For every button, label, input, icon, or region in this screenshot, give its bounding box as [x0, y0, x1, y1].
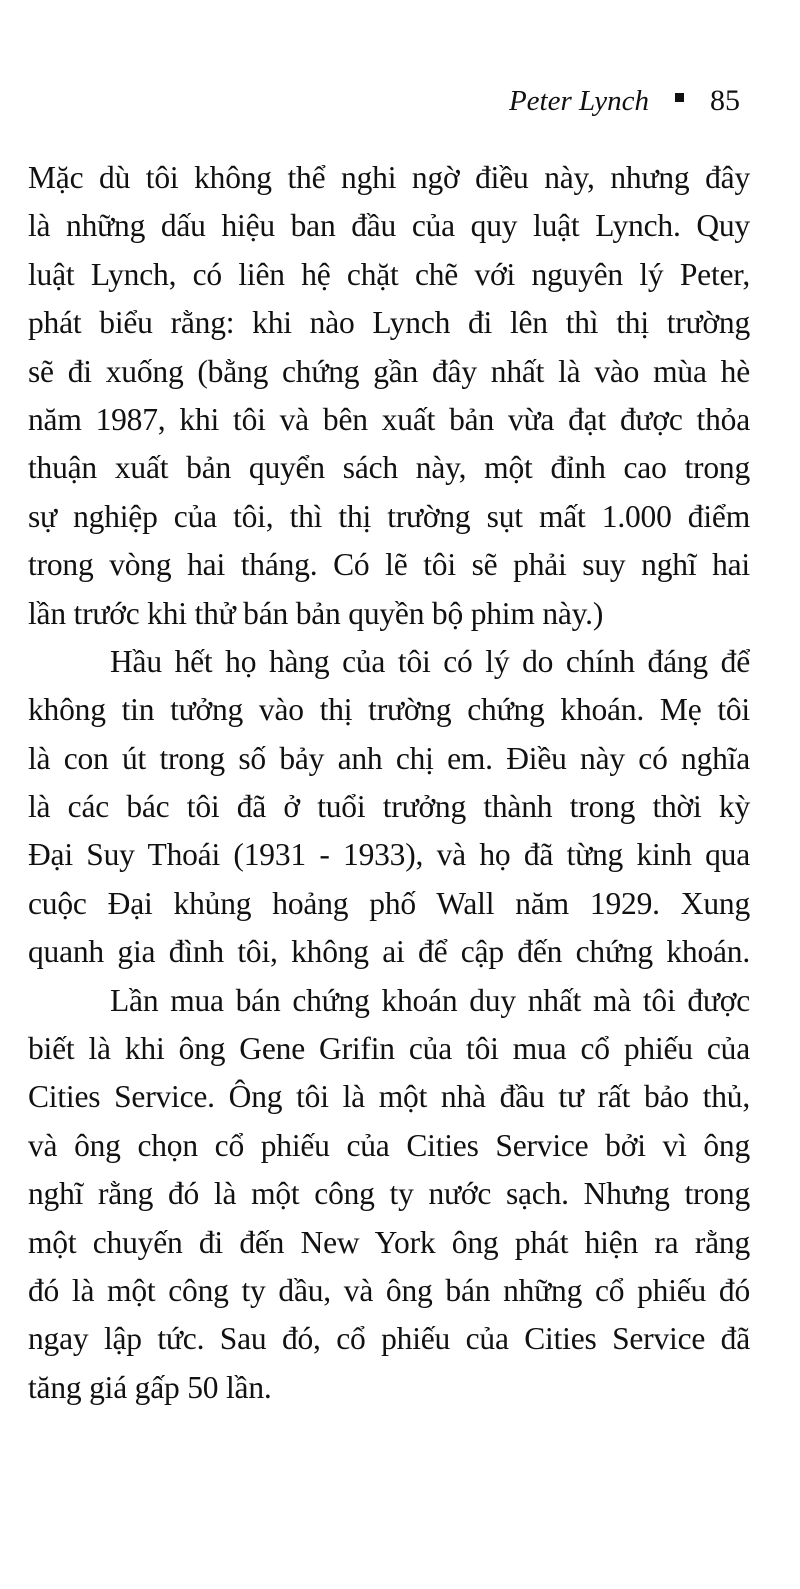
paragraph	[28, 638, 750, 977]
text-line: trong vòng hai tháng. Có lẽ tôi sẽ phải suy nghĩ hai	[28, 547, 750, 583]
text-line: Hầu hết họ hàng của tôi có lý do chính đáng để	[110, 643, 750, 679]
text-line: sẽ đi xuống (bằng chứng gần đây nhất là vào mùa hè	[28, 353, 750, 389]
running-header	[509, 84, 740, 124]
text-line: quanh gia đình tôi, không ai để cập đến chứng khoán.	[28, 934, 750, 970]
text-line: sự nghiệp của tôi, thì thị trường sụt mất 1.000 điểm	[28, 498, 750, 534]
text-line: cuộc Đại khủng hoảng phố Wall năm 1929. Xung	[28, 885, 750, 921]
text-line: luật Lynch, có liên hệ chặt chẽ với nguyên lý Peter,	[28, 256, 750, 292]
paragraph	[28, 977, 750, 1413]
text-line: là con út trong số bảy anh chị em. Điều này có nghĩa	[28, 740, 750, 776]
paragraph	[28, 154, 750, 638]
text-line: một chuyến đi đến New York ông phát hiện ra rằng	[28, 1224, 750, 1260]
page-number: 85	[710, 84, 740, 117]
text-line: thuận xuất bản quyển sách này, một đỉnh cao trong	[28, 450, 750, 486]
text-line: năm 1987, khi tôi và bên xuất bản vừa đạt được thỏa	[28, 401, 750, 437]
text-line: Lần mua bán chứng khoán duy nhất mà tôi được	[110, 982, 750, 1018]
text-line: phát biểu rằng: khi nào Lynch đi lên thì thị trường	[28, 305, 750, 341]
text-line: là những dấu hiệu ban đầu của quy luật Lynch. Quy	[28, 208, 750, 244]
text-line: lần trước khi thử bán bản quyền bộ phim này.)	[28, 595, 604, 631]
text-line: và ông chọn cổ phiếu của Cities Service bởi vì ông	[28, 1127, 750, 1163]
text-line: không tin tưởng vào thị trường chứng khoán. Mẹ tôi	[28, 692, 750, 728]
text-line: là các bác tôi đã ở tuổi trưởng thành trong thời kỳ	[28, 789, 750, 825]
text-line: ngay lập tức. Sau đó, cổ phiếu của Cities Service đã	[28, 1321, 750, 1357]
text-line: đó là một công ty dầu, và ông bán những cổ phiếu đó	[28, 1272, 750, 1308]
text-line: biết là khi ông Gene Grifin của tôi mua cổ phiếu của	[28, 1031, 750, 1067]
text-line: Mặc dù tôi không thể nghi ngờ điều này, nhưng đây	[28, 160, 750, 195]
body-text	[28, 154, 750, 1412]
text-line: tăng giá gấp 50 lần.	[28, 1369, 272, 1405]
text-line: Cities Service. Ông tôi là một nhà đầu tư rất bảo thủ,	[28, 1079, 750, 1115]
text-line: nghĩ rằng đó là một công ty nước sạch. Nhưng trong	[28, 1176, 750, 1212]
running-header-author: Peter Lynch	[508, 85, 649, 117]
text-line: Đại Suy Thoái (1931 - 1933), và họ đã từng kinh qua	[28, 837, 750, 873]
square-bullet-icon	[675, 93, 684, 102]
